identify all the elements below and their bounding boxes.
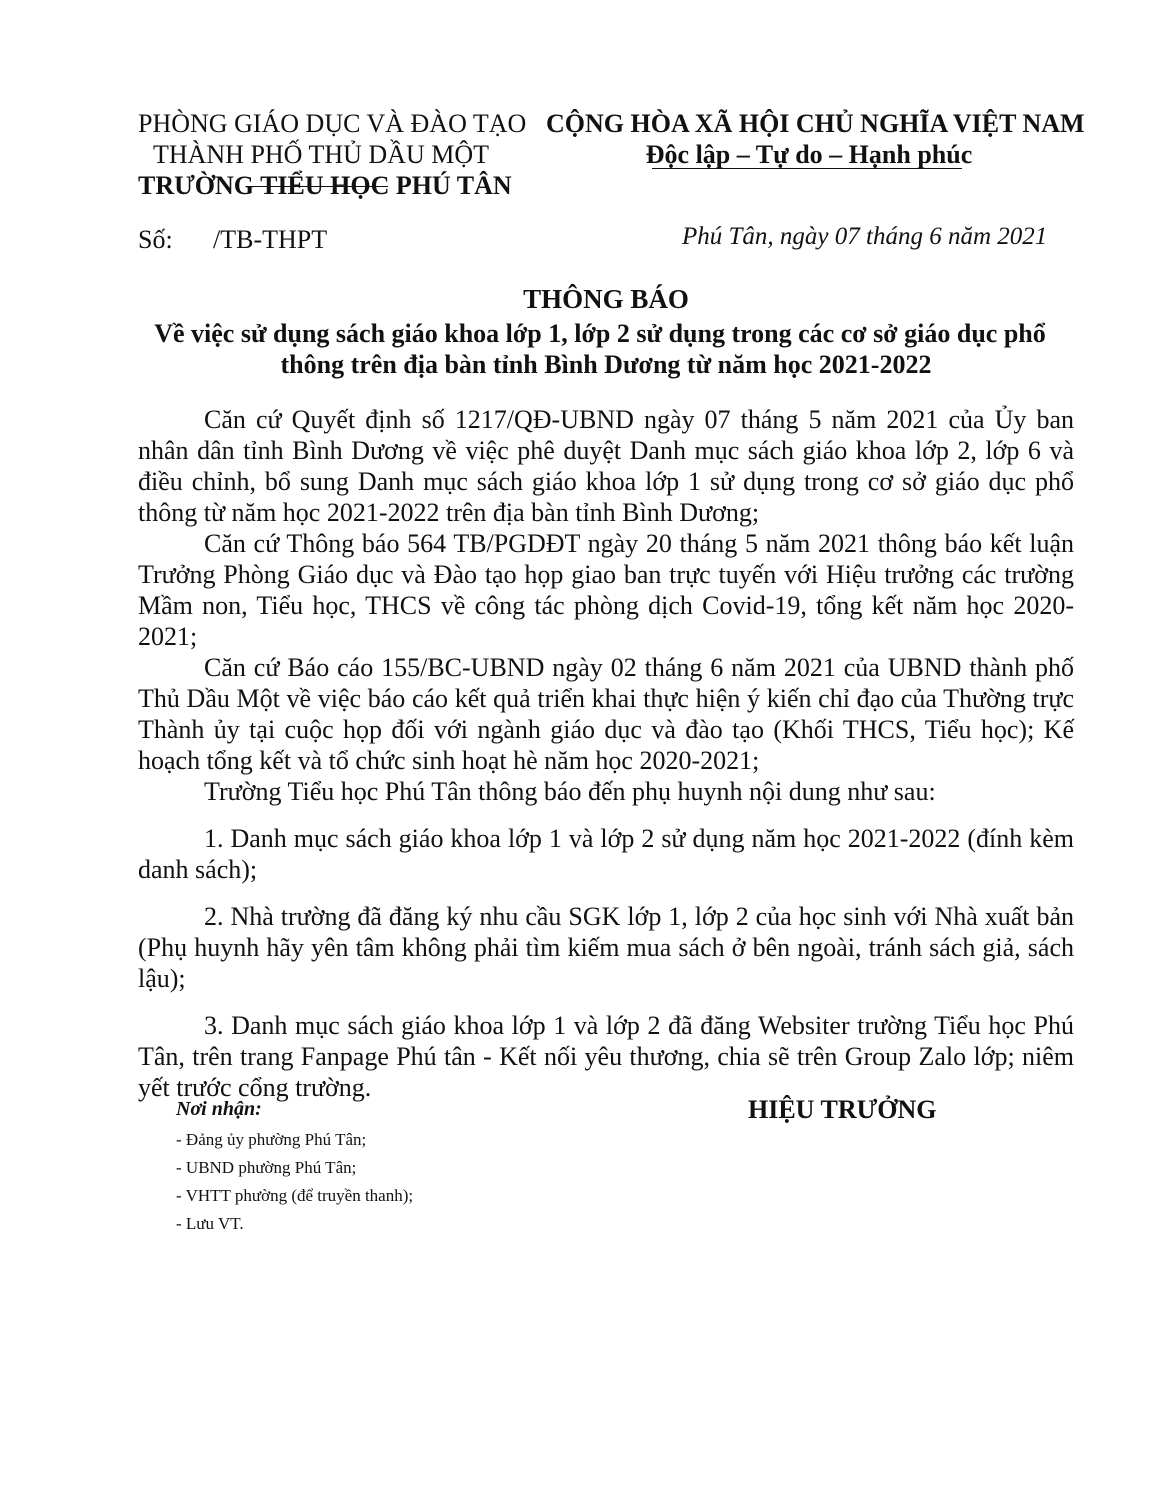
content-item-1: 1. Danh mục sách giáo khoa lớp 1 và lớp 2 sử dụng năm học 2021-2022 (đính kèm danh sách);	[138, 824, 1074, 884]
date-line: Phú Tân, ngày 07 tháng 6 năm 2021	[682, 223, 1048, 250]
department-name: PHÒNG GIÁO DỤC VÀ ĐÀO TẠO	[138, 109, 527, 138]
legal-basis-3: Căn cứ Báo cáo 155/BC-UBND ngày 02 tháng 6 năm 2021 của UBND thành phố Thủ Dầu Một về việc báo cáo kết quả triển khai thực hiện ý kiến chỉ đạo của Thường trực Thành ủy tại cuộc họp đối với ngành giáo dục và đào tạo (Khối THCS, Tiểu học); Kế hoạch tổng kết và tổ chức sinh hoạt hè năm học 2020-2021;	[138, 653, 1074, 775]
content-item-2: 2. Nhà trường đã đăng ký nhu cầu SGK lớp 1, lớp 2 của học sinh với Nhà xuất bản (Phụ huynh hãy yên tâm không phải tìm kiếm mua sách ở bên ngoài, tránh sách giả, sách lậu);	[138, 902, 1074, 993]
city-name: THÀNH PHỐ THỦ DẦU MỘT	[152, 140, 490, 169]
recipient-item: - Đảng ủy phường Phú Tân;	[176, 1130, 367, 1149]
announcement-intro: Trường Tiểu học Phú Tân thông báo đến phụ huynh nội dung như sau:	[204, 777, 936, 806]
notice-body	[138, 404, 1074, 1103]
legal-basis-2: Căn cứ Thông báo 564 TB/PGDĐT ngày 20 tháng 5 năm 2021 thông báo kết luận Trưởng Phòng Giáo dục và Đào tạo họp giao ban trực tuyến với Hiệu trưởng các trường Mầm non, Tiểu học, THCS về công tác phòng dịch Covid-19, tổng kết năm học 2020-2021;	[138, 529, 1074, 651]
recipient-item: - UBND phường Phú Tân;	[176, 1158, 357, 1177]
recipients-block	[176, 1096, 413, 1238]
school-name-underline	[246, 186, 388, 187]
school-name: TRƯỜNG TIỂU HỌC PHÚ TÂN	[138, 171, 512, 200]
country-name: CỘNG HÒA XÃ HỘI CHỦ NGHĨA VIỆT NAM	[546, 109, 1085, 138]
doc-number-label: Số:	[138, 225, 173, 254]
legal-basis-1: Căn cứ Quyết định số 1217/QĐ-UBND ngày 07 tháng 5 năm 2021 của Ủy ban nhân dân tỉnh Bình Dương về việc phê duyệt Danh mục sách giáo khoa lớp 2, lớp 6 và điều chỉnh, bổ sung Danh mục sách giáo khoa lớp 1 sử dụng trong cơ sở giáo dục phổ thông từ năm học 2021-2022 trên địa bàn tỉnh Bình Dương;	[138, 405, 1074, 527]
recipient-item: - VHTT phường (để truyền thanh);	[176, 1186, 414, 1205]
content-item-3: 3. Danh mục sách giáo khoa lớp 1 và lớp 2 đã đăng Websiter trường Tiểu học Phú Tân, trên trang Fanpage Phú tân - Kết nối yêu thương, chia sẽ trên Group Zalo lớp; niêm yết trước cổng trường.	[138, 1011, 1074, 1102]
signature-title: HIỆU TRƯỞNG	[748, 1095, 937, 1124]
motto: Độc lập – Tự do – Hạnh phúc	[645, 140, 973, 169]
issuing-authority	[138, 108, 527, 201]
notice-subtitle-1: Về việc sử dụng sách giáo khoa lớp 1, lớp 2 sử dụng trong các cơ sở giáo dục phổ	[154, 319, 1046, 348]
recipient-item: - Lưu VT.	[176, 1214, 244, 1233]
national-motto-block	[546, 108, 1085, 170]
doc-number-value: /TB-THPT	[213, 225, 328, 254]
recipients-heading: Nơi nhận:	[176, 1098, 262, 1120]
notice-subtitle-2: thông trên địa bàn tỉnh Bình Dương từ năm học 2021-2022	[280, 350, 932, 379]
motto-underline	[652, 168, 962, 169]
notice-title: THÔNG BÁO	[523, 284, 689, 314]
